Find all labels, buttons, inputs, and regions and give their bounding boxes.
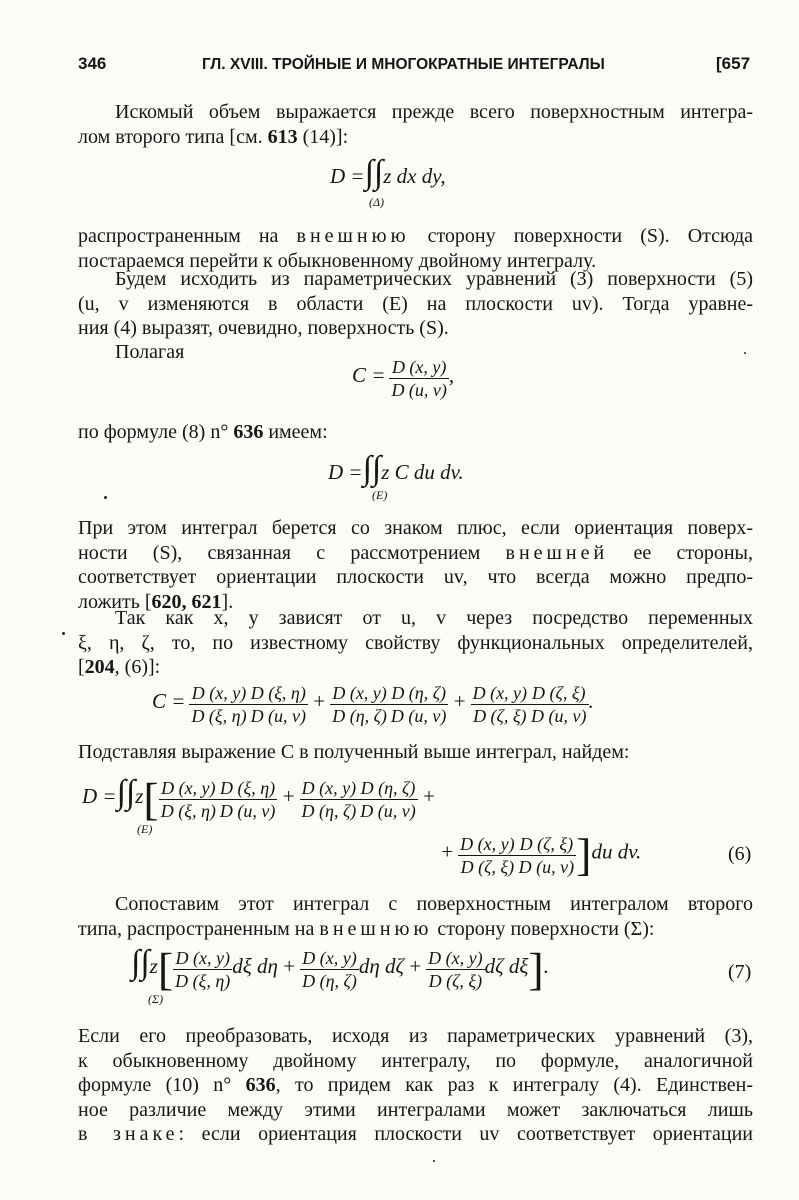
equation-jacobian-chain-rule: C = $\frac{D (x, y)}{D (\xi, \eta)}$ $\frac{D (\xi, \eta)}{D (u, v)}$ + $\frac{D (x, y)}{D (\eta, \zeta)}$ $\frac{D (\eta, \zeta)}{D (u, v)}$ + $\frac{D (x, y)}{D (\zeta, \xi)}$ $\frac{D (\zeta, \xi)}{D (u, v)}$ . <box>152 683 594 726</box>
section-number: [657 <box>716 54 751 73</box>
equation-double-integral-uv: D =∫∫z C du dv. <box>328 450 464 487</box>
paragraph-2 <box>78 224 753 273</box>
text-line: При этом интеграл берется со знаком плюс, если ориентация поверх- <box>78 517 753 539</box>
spaced-emphasis: в знаке <box>78 1123 179 1146</box>
text-line: постараемся перейти к обыкновенному двойному интегралу. <box>78 249 597 272</box>
equation-6-line-2: + $\frac{D (x, y)}{D (\zeta, \xi)}$ $\frac{D (\zeta, \xi)}{D (u, v)}$ ]du dv. <box>440 829 642 880</box>
text-line: типа, распространенным на внешнюю сторону поверхности (Σ): <box>78 917 655 940</box>
cross-reference: 613 <box>267 125 298 148</box>
cross-reference: 204 <box>84 656 115 679</box>
equation-jacobian-c: C = $\frac{D (x, y)}{D (u, v)}$ , <box>352 357 455 400</box>
page-number: 346 <box>78 54 107 73</box>
text-line: Сопоставим этот интеграл с поверхностным интегралом второго <box>115 893 753 915</box>
paragraph-3 <box>78 267 753 341</box>
scan-speck <box>744 352 746 354</box>
cross-reference: 636 <box>245 1074 276 1097</box>
text-line: Подставляя выражение C в полученный выше интеграл, найдем: <box>78 741 630 763</box>
text-line: к обыкновенному двойному интегралу, по формуле, аналогичной <box>78 1049 753 1072</box>
text-line: ξ, η, ζ, то, по известному свойству функциональных определителей, <box>78 631 753 654</box>
scan-speck <box>433 1160 435 1162</box>
paragraph-10 <box>78 1024 753 1147</box>
paragraph-5 <box>78 420 753 445</box>
paragraph-7 <box>78 606 753 680</box>
integration-domain-label: (E) <box>137 822 153 836</box>
text-line: формуле (10) n° 636, то придем как раз к интегралу (4). Единствен- <box>78 1074 754 1097</box>
text-line: Если его преобразовать, исходя из параметрических уравнений (3), <box>78 1025 753 1047</box>
text-line: Так как x, y зависят от u, v через посредство переменных <box>115 607 753 629</box>
spaced-emphasis: внешнюю <box>296 225 410 247</box>
spaced-emphasis: внешней <box>505 541 609 564</box>
equation-number-7: (7) <box>728 961 752 983</box>
spaced-emphasis: внешнюю <box>319 917 433 940</box>
scan-speck <box>104 496 107 499</box>
text-line: соответствует ориентации плоскости uv, что всегда можно предпо- <box>78 566 753 589</box>
equation-volume-surface-integral: D =∫∫z dx dy, <box>330 154 446 191</box>
text-line: (u, v изменяются в области (E) на плоскости uv). Тогда уравне- <box>78 292 753 315</box>
cross-reference: 620, 621 <box>151 590 222 613</box>
text-line: ния (4) выразят, очевидно, поверхность (S). <box>78 317 449 340</box>
text-line: распространенным на внешнюю сторону поверхности (S). Отсюда <box>78 225 753 247</box>
text-line: ное различие между этими интегралами может заключаться лишь <box>78 1098 753 1121</box>
equation-7: ∫∫z[ $\frac{D (x, y)}{D (\xi, \eta)}$ dξ dη + $\frac{D (x, y)}{D (\eta, \zeta)}$ dη dζ + $\frac{D (x, y)}{D (\zeta, \xi)}$ dζ dξ]. <box>131 943 549 995</box>
paragraph-6 <box>78 516 753 614</box>
text-line: лом второго типа [см. 613 (14)]: <box>78 125 349 148</box>
text-line: Полагая <box>115 341 185 363</box>
integration-domain-label: (E) <box>372 488 388 502</box>
text-line: в знаке: если ориентация плоскости uv соответствует ориентации <box>78 1123 753 1146</box>
chapter-title: ГЛ. XVIII. ТРОЙНЫЕ И МНОГОКРАТНЫЕ ИНТЕГРАЛЫ <box>202 56 605 73</box>
equation-number-6: (6) <box>728 843 752 865</box>
text-line: ложить [620, 621]. <box>78 590 234 613</box>
text-line: [204, (6)]: <box>78 656 161 679</box>
text-line: ности (S), связанная с рассмотрением внешней ее стороны, <box>78 541 753 564</box>
text-line: Искомый объем выражается прежде всего поверхностным интегра- <box>115 101 753 123</box>
scan-speck <box>62 632 65 635</box>
integration-domain-label: (Δ) <box>369 195 385 209</box>
integration-domain-label: (Σ) <box>148 992 164 1006</box>
text-line: по формуле (8) n° 636 имеем: <box>78 421 328 443</box>
equation-6-line-1: D =∫∫z[ $\frac{D (x, y)}{D (\xi, \eta)}$ $\frac{D (\xi, \eta)}{D (u, v)}$ + $\frac{D (x, y)}{D (\eta, \zeta)}$ $\frac{D (\eta, \zeta)}{D (u, v)}$ + <box>82 773 436 825</box>
cross-reference: 636 <box>233 421 264 443</box>
text-line: Будем исходить из параметрических уравнений (3) поверхности (5) <box>115 268 753 290</box>
paragraph-8 <box>78 740 753 765</box>
paragraph-1 <box>78 100 753 149</box>
paragraph-9 <box>78 892 753 941</box>
